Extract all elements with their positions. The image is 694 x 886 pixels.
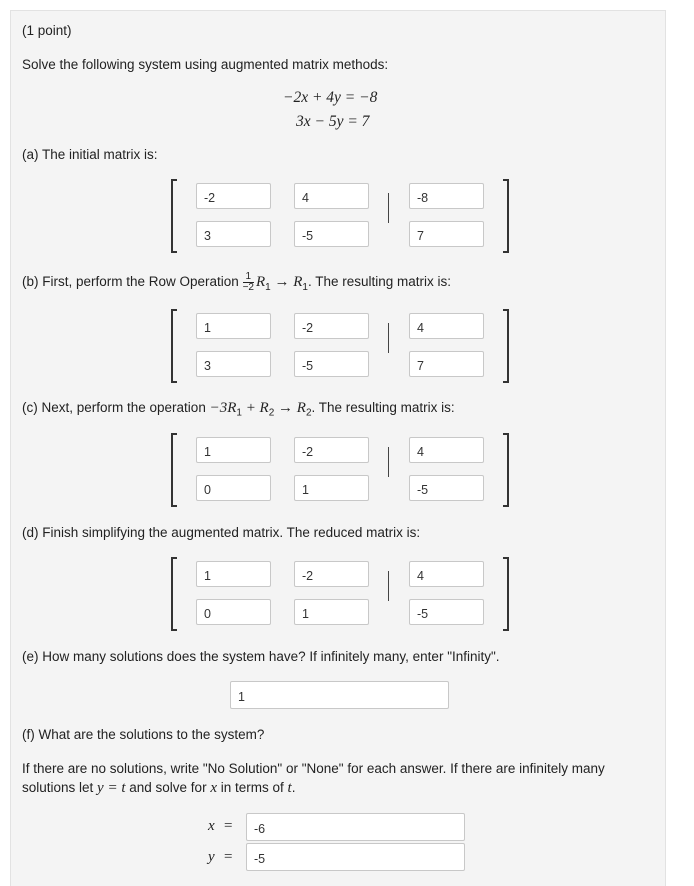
matrix-c-r1c2[interactable]: -2	[294, 437, 369, 463]
part-c-label: (c) Next, perform the operation $-3R_1 + R_2 \to R_2$. The resulting matrix is:	[22, 400, 455, 419]
solution-count-input[interactable]: 1	[230, 681, 449, 709]
matrix-c-r2c1[interactable]: 0	[196, 475, 271, 501]
equation-2: 3x − 5y = 7	[296, 113, 370, 130]
fraction: $\frac{1}{-2}$	[242, 271, 254, 293]
part-d-label: (d) Finish simplifying the augmented matrix. The reduced matrix is:	[22, 525, 421, 540]
part-f-instructions-2: solutions let y = t and solve for x in terms of t.	[22, 780, 296, 796]
problem-intro: Solve the following system using augmented matrix methods:	[22, 57, 389, 72]
y-solution-input[interactable]: -5	[246, 843, 465, 871]
matrix-d-r2c1[interactable]: 0	[196, 599, 271, 625]
matrix-a-r1c2[interactable]: 4	[294, 183, 369, 209]
part-b-label: (b) First, perform the Row Operation $\frac{1}{-2}$ $R_1 \to R_1$. The resulting matrix is:	[22, 271, 452, 293]
part-a-label: (a) The initial matrix is:	[22, 147, 158, 162]
x-solution-input[interactable]: -6	[246, 813, 465, 841]
y-equals: =	[224, 849, 233, 865]
matrix-d-r1c3[interactable]: 4	[409, 561, 484, 587]
matrix-d-r2c3[interactable]: -5	[409, 599, 484, 625]
matrix-d-r2c2[interactable]: 1	[294, 599, 369, 625]
matrix-a-r2c3[interactable]: 7	[409, 221, 484, 247]
x-equals: =	[224, 818, 233, 834]
matrix-a-r2c2[interactable]: -5	[294, 221, 369, 247]
equation-1: −2x + 4y = −8	[283, 89, 378, 106]
matrix-c-r1c1[interactable]: 1	[196, 437, 271, 463]
part-f-instructions-1: If there are no solutions, write "No Solution" or "None" for each answer. If there are infinitely many	[22, 761, 605, 776]
matrix-b-r1c3[interactable]: 4	[409, 313, 484, 339]
matrix-a-r2c1[interactable]: 3	[196, 221, 271, 247]
part-e-label: (e) How many solutions does the system have? If infinitely many, enter "Infinity".	[22, 649, 500, 664]
matrix-b-r1c1[interactable]: 1	[196, 313, 271, 339]
matrix-d-r1c2[interactable]: -2	[294, 561, 369, 587]
matrix-b-r2c3[interactable]: 7	[409, 351, 484, 377]
points-label: (1 point)	[22, 23, 72, 38]
y-label: y	[208, 849, 215, 865]
matrix-b-r1c2[interactable]: -2	[294, 313, 369, 339]
matrix-c-r1c3[interactable]: 4	[409, 437, 484, 463]
matrix-c-r2c3[interactable]: -5	[409, 475, 484, 501]
x-label: x	[208, 818, 215, 834]
matrix-a-r1c3[interactable]: -8	[409, 183, 484, 209]
part-f-label: (f) What are the solutions to the system?	[22, 727, 265, 742]
matrix-b-r2c1[interactable]: 3	[196, 351, 271, 377]
matrix-a-r1c1[interactable]: -2	[196, 183, 271, 209]
matrix-c-r2c2[interactable]: 1	[294, 475, 369, 501]
matrix-b-r2c2[interactable]: -5	[294, 351, 369, 377]
matrix-d-r1c1[interactable]: 1	[196, 561, 271, 587]
